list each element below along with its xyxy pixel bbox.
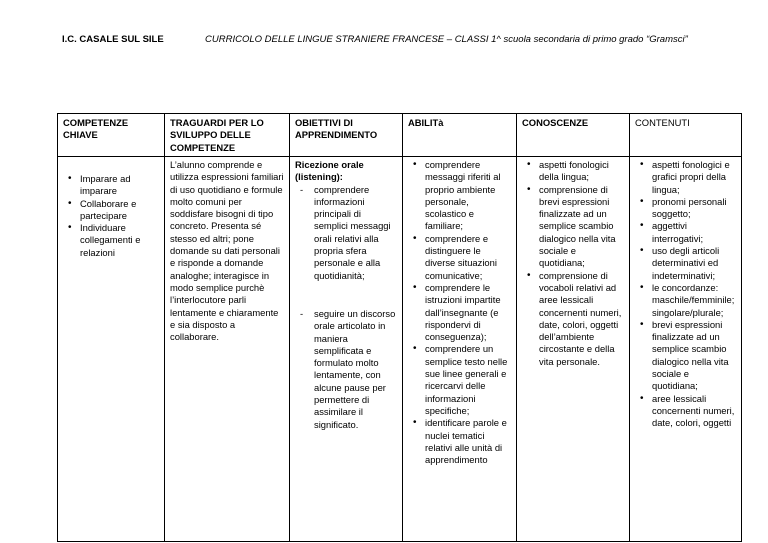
col-header-competenze: COMPETENZE CHIAVE — [58, 114, 165, 157]
conoscenze-list — [522, 159, 624, 368]
list-item: • pronomi personali soggetto; — [652, 196, 736, 221]
list-item: • comprensione di vocaboli relativi ad aree lessicali concernenti numeri, date, colori, oggetti dell’ambiente circostante e della vita personale. — [539, 270, 624, 368]
obiettivi-list — [295, 184, 397, 282]
col-header-contenuti: CONTENUTI — [630, 114, 742, 157]
list-item: • Collaborare e partecipare — [80, 198, 159, 223]
obiettivi-list-2 — [295, 308, 397, 431]
list-item: • uso degli articoli determinativi ed indeterminativi; — [652, 245, 736, 282]
cell-competenze — [58, 157, 165, 542]
col-header-traguardi: TRAGUARDI PER LO SVILUPPO DELLE COMPETENZE — [165, 114, 290, 157]
list-item: • comprendere un semplice testo nelle sue linee generali e ricercarvi delle informazioni specifiche; — [425, 343, 511, 417]
list-item: • comprendere messaggi riferiti al proprio ambiente personale, scolastico e familiare; — [425, 159, 511, 233]
list-item: • aspetti fonologici della lingua; — [539, 159, 624, 184]
col-header-conoscenze: CONOSCENZE — [517, 114, 630, 157]
col-header-abilita: ABILITà — [403, 114, 517, 157]
cell-obiettivi — [290, 157, 403, 542]
cell-traguardi — [165, 157, 290, 542]
cell-abilita — [403, 157, 517, 542]
list-item: • aggettivi interrogativi; — [652, 220, 736, 245]
list-item: • Individuare collegamenti e relazioni — [80, 222, 159, 259]
list-item: • identificare parole e nuclei tematici relativi alle unità di apprendimento — [425, 417, 511, 466]
document-title: CURRICOLO DELLE LINGUE STRANIERE FRANCESE – CLASSI 1^ scuola secondaria di primo grado “Gramsci” — [205, 34, 688, 45]
list-item: • le concordanze: maschile/femminile; singolare/plurale; — [652, 282, 736, 319]
table-row — [58, 157, 742, 542]
list-item: • Imparare ad imparare — [80, 173, 159, 198]
list-item: • aspetti fonologici e grafici propri della lingua; — [652, 159, 736, 196]
competenze-list — [63, 173, 159, 259]
abilita-list — [408, 159, 511, 466]
traguardi-text: L’alunno comprende e utilizza espressioni familiari di uso quotidiano e formule molto comuni per soddisfare bisogni di tipo concreto. Presenta sé stesso ed altri; pone domande su dati personali e risponde a domande analoghe; interagisce in modo semplice purchè l’interlocutore parli lentamente e chiaramente e sia disposto a collaborare. — [170, 159, 284, 343]
list-item: • brevi espressioni finalizzate ad un semplice scambio dialogico nella vita sociale e quotidiana; — [652, 319, 736, 393]
school-name: I.C. CASALE SUL SILE — [62, 34, 164, 45]
list-item: • aree lessicali concernenti numeri, date, colori, oggetti — [652, 393, 736, 430]
list-item: • comprensione di brevi espressioni finalizzate ad un semplice scambio dialogico nella vita sociale e quotidiana; — [539, 184, 624, 270]
list-item: • comprendere le istruzioni impartite dall’insegnante (e rispondervi di conseguenza); — [425, 282, 511, 343]
list-item: - seguire un discorso orale articolato in maniera semplificata e formulato molto lentamente, con alcune pause per permettere di assimilare il significato. — [314, 308, 397, 431]
contenuti-list — [635, 159, 736, 430]
curriculum-table — [57, 113, 742, 542]
list-item: • comprendere e distinguere le diverse situazioni comunicative; — [425, 233, 511, 282]
obiettivi-heading: Ricezione orale (listening): — [295, 159, 364, 183]
cell-contenuti — [630, 157, 742, 542]
list-item: - comprendere informazioni principali di semplici messaggi orali relativi alla propria sfera personale e alla quotidianità; — [314, 184, 397, 282]
cell-conoscenze — [517, 157, 630, 542]
col-header-obiettivi: OBIETTIVI DI APPRENDIMENTO — [290, 114, 403, 157]
table-header-row — [58, 114, 742, 157]
